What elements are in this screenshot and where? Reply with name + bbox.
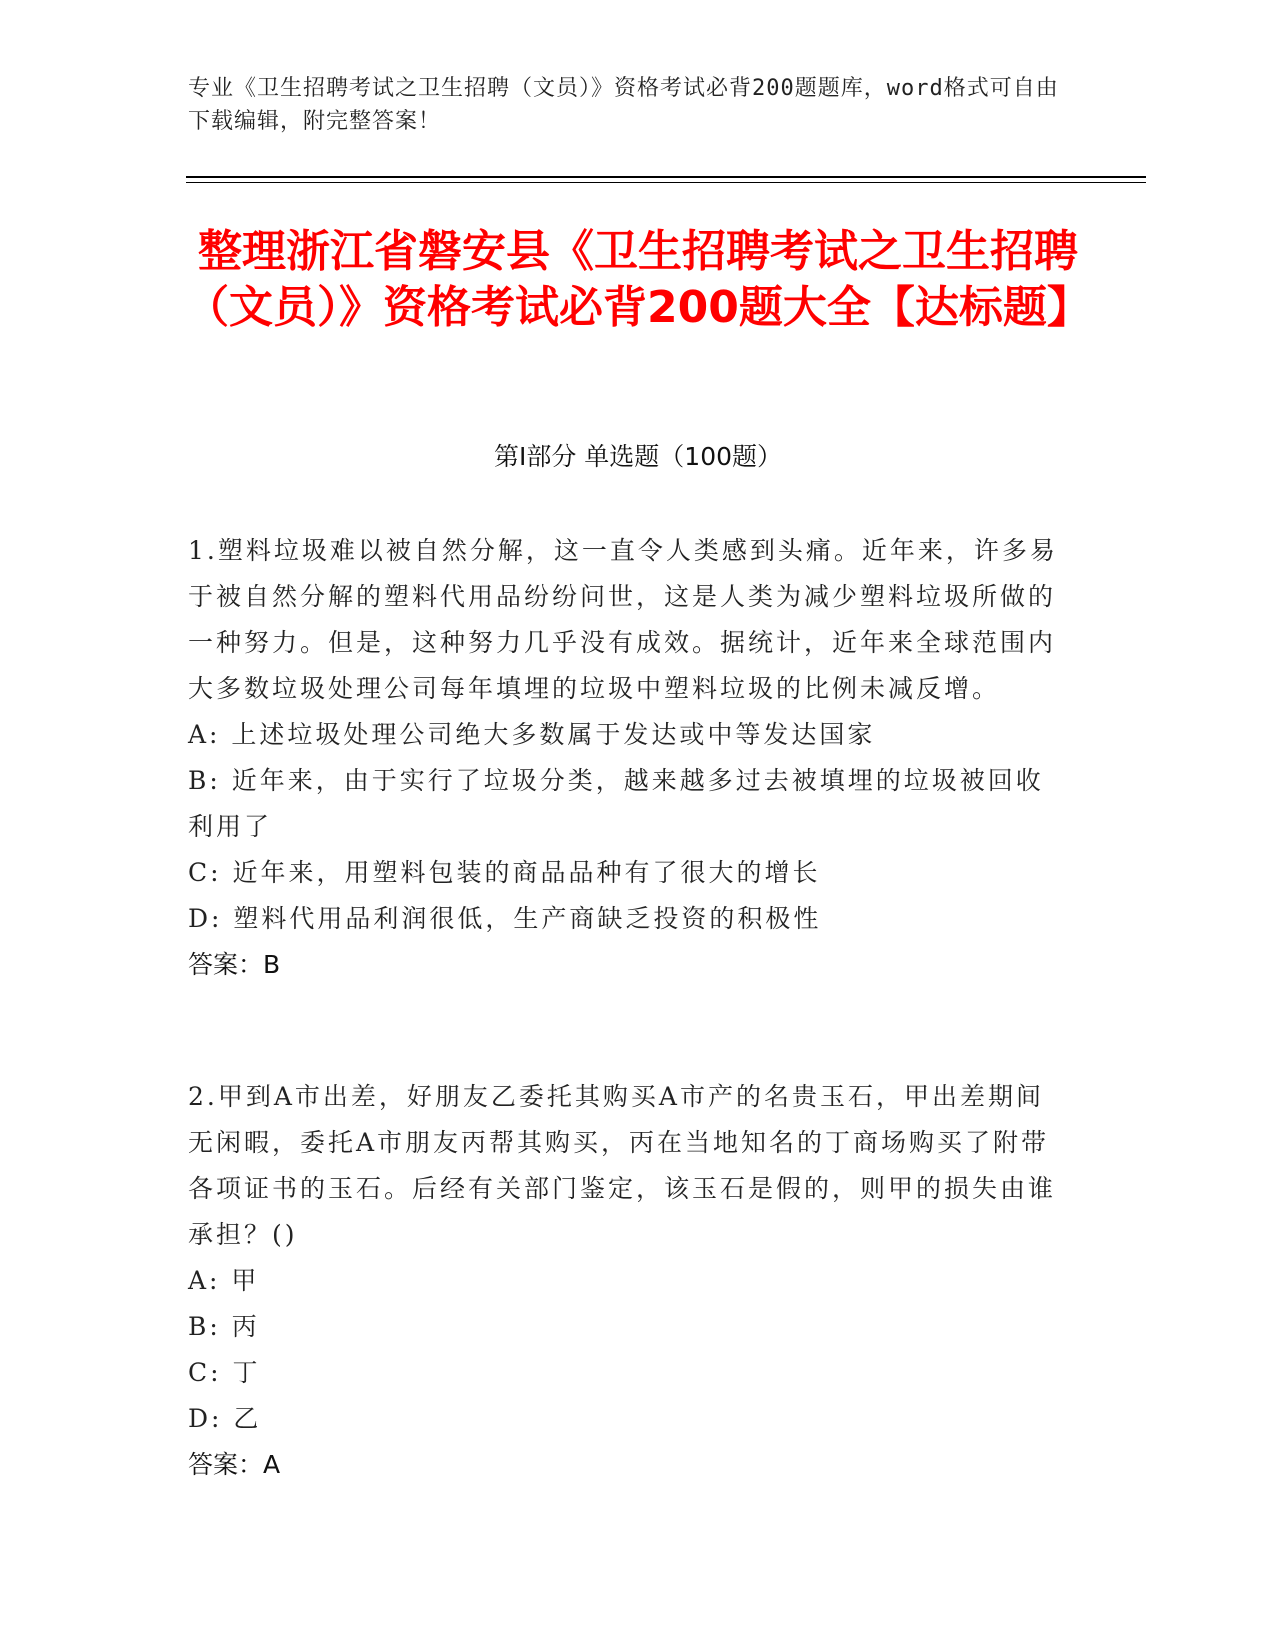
document-title: 整理浙江省磐安县《卫生招聘考试之卫生招聘（文员）》资格考试必背200题大全【达标题】 xyxy=(185,226,1091,333)
answer-label: 答案：A xyxy=(188,1450,281,1479)
option-d: D: 塑料代用品利润很低，生产商缺乏投资的积极性 xyxy=(188,904,822,933)
question-2 xyxy=(188,1074,1068,1488)
question-stem: 1.塑料垃圾难以被自然分解，这一直令人类感到头痛。近年来，许多易于被自然分解的塑料代用品纷纷问世，这是人类为减少塑料垃圾所做的一种努力。但是，这种努力几乎没有成效。据统计，近年来全球范围内大多数垃圾处理公司每年填埋的垃圾中塑料垃圾的比例未减反增。 xyxy=(188,536,1058,703)
question-1 xyxy=(188,528,1068,988)
option-b: B: 丙 xyxy=(188,1312,260,1341)
answer-label: 答案：B xyxy=(188,950,281,979)
option-a: A: 上述垃圾处理公司绝大多数属于发达或中等发达国家 xyxy=(188,720,876,749)
option-c: C: 丁 xyxy=(188,1358,261,1387)
section-title: 第I部分 单选题（100题） xyxy=(493,442,783,471)
question-stem: 2.甲到A市出差，好朋友乙委托其购买A市产的名贵玉石，甲出差期间无闲暇，委托A市朋友丙帮其购买，丙在当地知名的丁商场购买了附带各项证书的玉石。后经有关部门鉴定，该玉石是假的，则甲的损失由谁承担？() xyxy=(188,1082,1057,1249)
header-rule-thin xyxy=(186,182,1146,183)
option-c: C: 近年来，用塑料包装的商品品种有了很大的增长 xyxy=(188,858,821,887)
option-b: B: 近年来，由于实行了垃圾分类，越来越多过去被填埋的垃圾被回收利用了 xyxy=(188,766,1044,841)
header-rule-thick xyxy=(186,176,1146,178)
header-note: 专业《卫生招聘考试之卫生招聘（文员）》资格考试必背200题题库，word格式可自由下载编辑，附完整答案！ xyxy=(188,76,1059,134)
option-a: A: 甲 xyxy=(188,1266,260,1295)
option-d: D: 乙 xyxy=(188,1404,262,1433)
